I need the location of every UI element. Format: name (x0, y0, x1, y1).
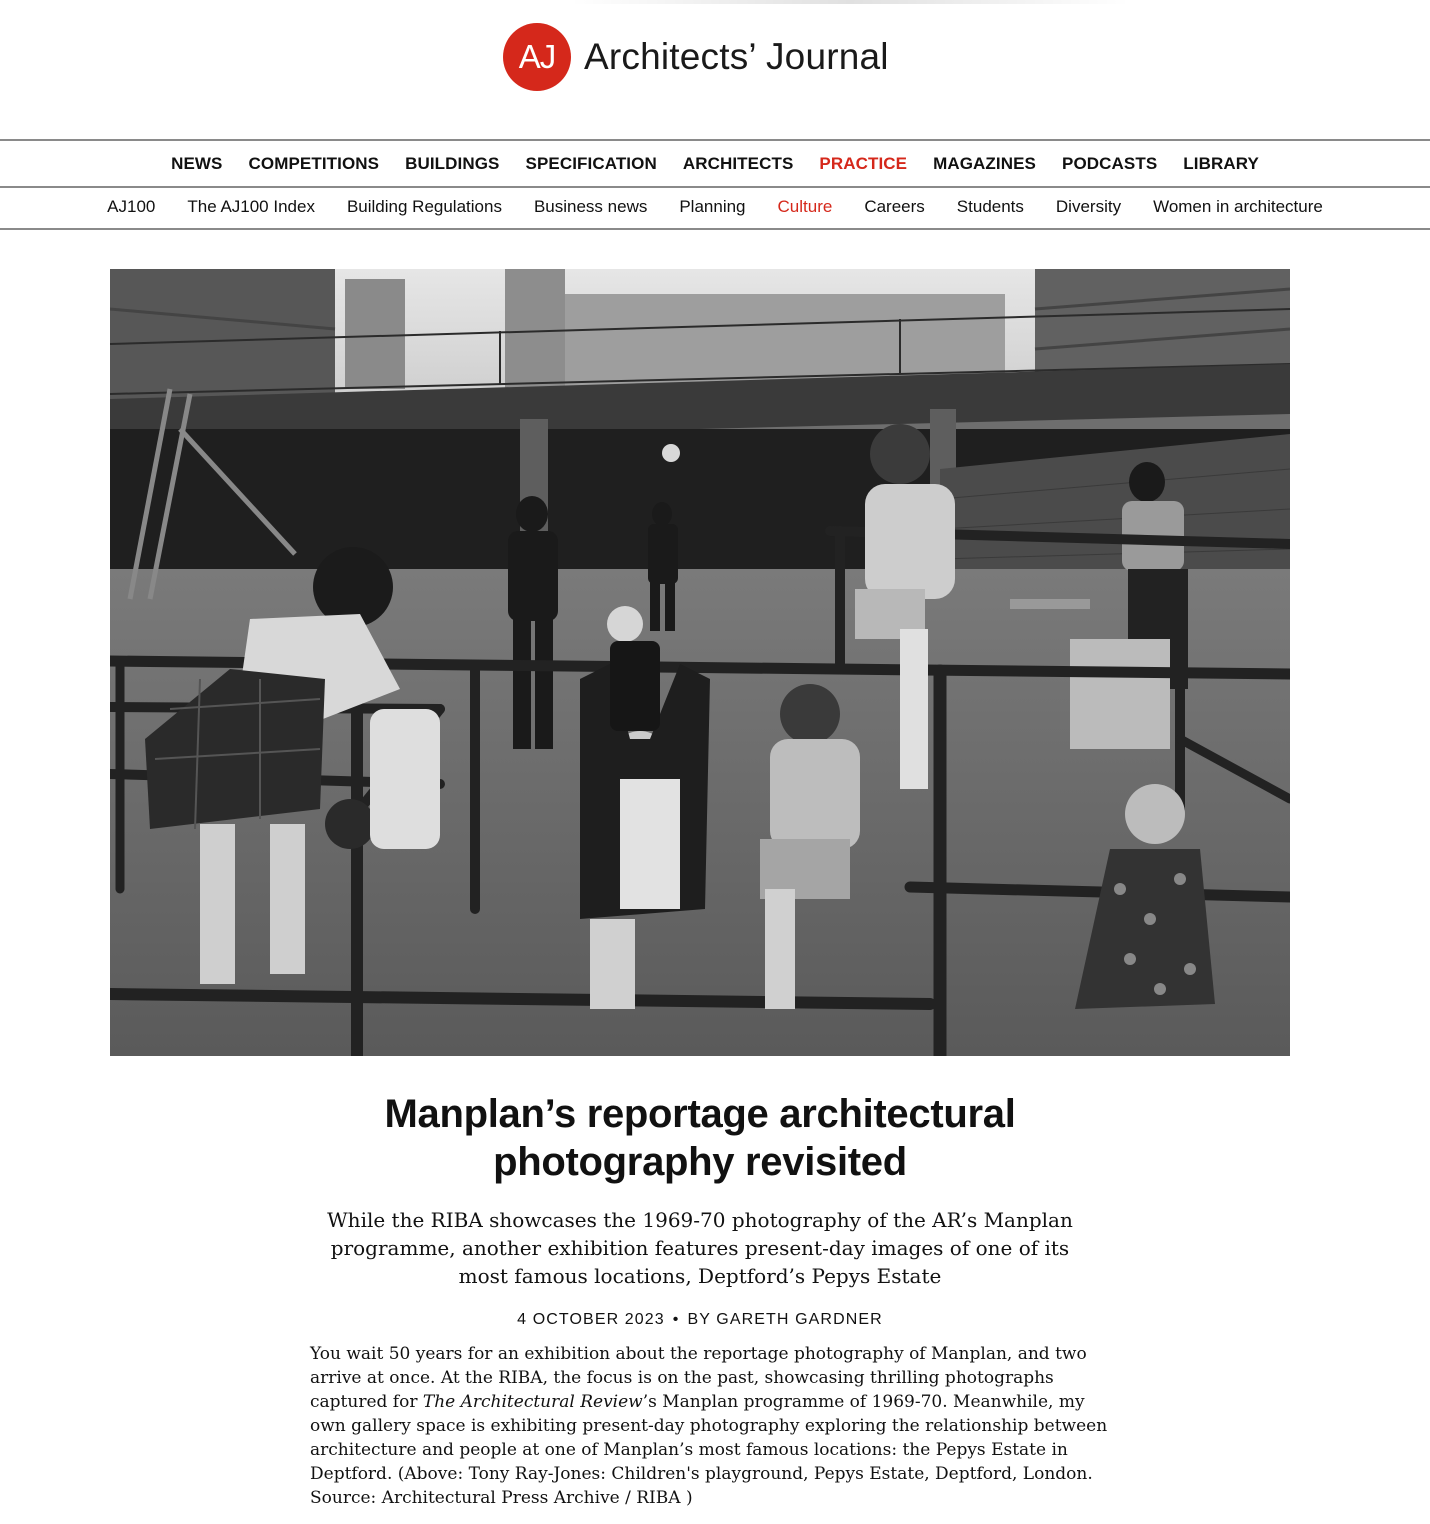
masthead (0, 0, 1430, 140)
nav-main-item-news[interactable]: NEWS (171, 153, 223, 173)
nav-main-item-specification[interactable]: SPECIFICATION (525, 153, 657, 173)
nav-main-item-podcasts[interactable]: PODCASTS (1062, 153, 1158, 173)
publication-title: The Architectural Review (422, 1392, 643, 1412)
nav-main-item-competitions[interactable]: COMPETITIONS (248, 153, 380, 173)
site-name: Architects’ Journal (584, 36, 889, 77)
article-byline (300, 1311, 1100, 1329)
hero-photograph (110, 269, 1290, 1056)
nav-sub-item-building-regulations[interactable]: Building Regulations (346, 197, 502, 216)
nav-sub-item-planning[interactable]: Planning (679, 197, 746, 216)
nav-sub-item-the-aj100-index[interactable]: The AJ100 Index (187, 197, 315, 216)
nav-main-item-architects[interactable]: ARCHITECTS (682, 153, 794, 173)
nav-sub-item-women-in-architecture[interactable]: Women in architecture (1153, 197, 1323, 216)
body-text-part-1: You wait 50 years for an exhibition about the reportage photography of Manplan, and two arrive at once. At the RIBA, the focus is on the past, showcasing thrilling photographs captured for (310, 1344, 1087, 1412)
nav-main-item-library[interactable]: LIBRARY (1183, 153, 1259, 173)
nav-sub-item-diversity[interactable]: Diversity (1055, 197, 1122, 216)
body-text-part-2: ’s Manplan programme of 1969-70. Meanwhile, my own gallery space is exhibiting present-day photography exploring the relationship between architecture and people at one of Manplan’s most famous locations: the Pepys Estate in Deptford. (Above: Tony Ray-Jones: Children's playground, Pepys Estate, Deptford, London. Source: Architectural Press Archive / RIBA ) (310, 1392, 1108, 1508)
nav-sub-item-students[interactable]: Students (956, 197, 1024, 216)
nav-main-item-magazines[interactable]: MAGAZINES (933, 153, 1036, 173)
primary-navigation (0, 139, 1430, 188)
publish-date: 4 OCTOBER 2023 (517, 1311, 665, 1328)
nav-main-item-practice[interactable]: PRACTICE (819, 153, 908, 173)
playground-photo-illustration (110, 269, 1290, 1056)
article-headline: Manplan’s reportage architectural photography revisited (384, 1092, 1016, 1184)
article-standfirst: While the RIBA showcases the 1969-70 photography of the AR’s Manplan programme, another exhibition features present-day images of one of its most famous locations, Deptford’s Pepys Estate (327, 1208, 1073, 1288)
byline-separator: • (672, 1311, 680, 1328)
aj-logo-icon: AJ (503, 23, 571, 91)
article-body-paragraph (310, 1342, 1110, 1510)
nav-main-item-buildings[interactable]: BUILDINGS (405, 153, 500, 173)
nav-sub-item-business-news[interactable]: Business news (533, 197, 648, 216)
nav-sub-item-aj100[interactable]: AJ100 (107, 197, 156, 216)
site-logo-link[interactable] (503, 23, 889, 91)
nav-sub-item-culture[interactable]: Culture (777, 197, 833, 216)
secondary-navigation (0, 186, 1430, 230)
author-link[interactable]: BY GARETH GARDNER (687, 1311, 883, 1328)
nav-sub-item-careers[interactable]: Careers (864, 197, 925, 216)
